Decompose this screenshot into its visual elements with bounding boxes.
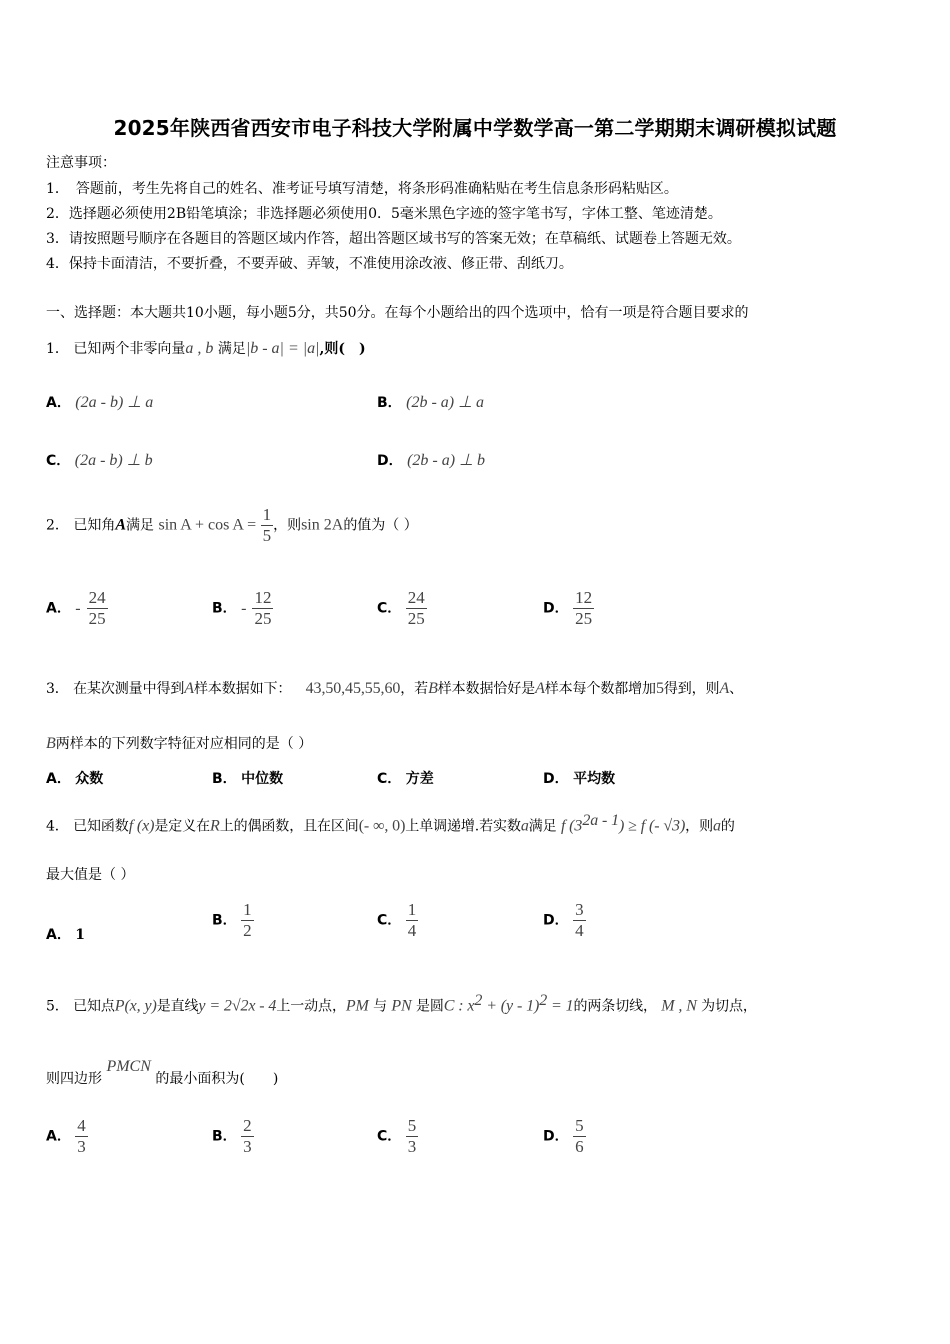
q3-option-d-text: 平均数 — [573, 771, 616, 787]
q1-vars: a , b — [185, 340, 214, 357]
q4-option-d-num: 3 — [575, 900, 584, 919]
q5-text-4: 与 — [373, 998, 388, 1015]
q5-option-d[interactable] — [543, 1116, 586, 1157]
q4-option-b-den: 2 — [243, 921, 252, 940]
q4-interval: (- ∞, 0) — [358, 817, 406, 835]
q5-option-a-label: A． — [46, 1128, 71, 1145]
q4-option-c[interactable] — [377, 900, 418, 941]
question-4-line-2: 最大值是（ ） — [46, 867, 135, 883]
q1-option-b[interactable] — [377, 392, 484, 412]
q3-b1: B — [428, 680, 438, 697]
q2-option-a-den: 25 — [88, 609, 106, 628]
q2-text-2: 满足 — [126, 517, 155, 534]
q5-option-c-frac — [406, 1116, 419, 1157]
q5-option-b-label: B． — [212, 1128, 237, 1145]
page-title: 2025年陕西省西安市电子科技大学附属中学数学高一第二学期期末调研模拟试题 — [113, 116, 837, 140]
q1-option-a-label: A． — [46, 395, 71, 411]
q4-option-b-frac — [241, 900, 254, 941]
q3-text-4: 样本数据恰好是 — [437, 681, 536, 697]
q5-quad: PMCN — [106, 1058, 151, 1075]
q5-option-c-num: 5 — [407, 1116, 417, 1135]
q3-option-a-label: A． — [46, 771, 71, 787]
q5-option-a-den: 3 — [77, 1137, 86, 1156]
q1-option-d-expr: (2b - a) ⊥ b — [407, 452, 485, 469]
q1-option-c-label: C． — [46, 453, 71, 469]
notice-heading: 注意事项： — [46, 155, 116, 171]
q5-option-d-frac — [573, 1116, 586, 1157]
q5-option-c-label: C． — [377, 1128, 402, 1145]
q5-number: 5． — [46, 998, 69, 1015]
q5-option-c[interactable] — [377, 1116, 418, 1157]
q2-option-a-sign: - — [75, 599, 81, 617]
q2-option-b-num: 12 — [254, 588, 272, 607]
q4-a: a — [520, 817, 529, 835]
q1-number: 1． — [46, 341, 69, 357]
q4-text-5: 满足 — [528, 818, 557, 835]
q1-option-b-label: B． — [377, 395, 402, 411]
q2-frac-num: 1 — [262, 505, 272, 524]
q4-text-2: 是定义在 — [154, 818, 211, 835]
q4-option-d[interactable] — [543, 900, 586, 941]
q5-text-3: 上一动点， — [276, 998, 346, 1015]
q5-option-b-den: 3 — [243, 1137, 252, 1156]
q4-text-3: 上的偶函数，且在区间 — [219, 818, 359, 835]
q1-option-d[interactable] — [377, 450, 485, 470]
q2-option-d-num: 12 — [575, 588, 593, 607]
q2-option-a[interactable] — [46, 588, 108, 629]
q4-option-d-label: D． — [543, 912, 569, 929]
q1-condition: |b - a| = |a| — [245, 340, 320, 357]
q5-circle-sup1: 2 — [474, 992, 483, 1009]
q3-a3: A — [719, 680, 730, 697]
q4-option-c-num: 1 — [407, 900, 417, 919]
q4-option-a-label: A． — [46, 927, 71, 943]
q5-option-b-num: 2 — [243, 1116, 252, 1135]
q4-option-c-frac — [406, 900, 419, 941]
q3-option-d-label: D． — [543, 771, 569, 787]
q3-option-a-text: 众数 — [75, 771, 104, 787]
q2-option-c[interactable] — [377, 588, 427, 629]
notice-item-1: 1． 答题前，考生先将自己的姓名、准考证号填写清楚，将条形码准确粘贴在考生信息条形码粘贴区。 — [46, 181, 678, 197]
q3-text-7: 、 — [729, 681, 744, 697]
q3-option-b-text: 中位数 — [241, 771, 284, 787]
q5-option-d-num: 5 — [575, 1116, 584, 1135]
q3-five: 5 — [655, 680, 664, 697]
q3-text-2: 样本数据如下： — [193, 681, 292, 697]
q5-text-2: 是直线 — [156, 998, 199, 1015]
question-3-line-2 — [46, 733, 312, 753]
q1-option-b-expr: (2b - a) ⊥ a — [406, 394, 485, 411]
q5-PM: PM — [345, 997, 369, 1015]
question-4 — [46, 812, 735, 836]
q1-text-1: 已知两个非零向量 — [73, 341, 186, 357]
q2-text-4: 的值为（ ） — [343, 517, 418, 534]
q3-a1: A — [184, 680, 194, 697]
q5-option-d-den: 6 — [575, 1137, 584, 1156]
q4-option-d-den: 4 — [575, 921, 584, 940]
q3-option-c-text: 方差 — [405, 771, 434, 787]
q3-b2: B — [46, 735, 56, 752]
q5-circle-post: = 1 — [547, 997, 574, 1015]
q4-f: f (x) — [128, 817, 155, 835]
q5-option-b[interactable] — [212, 1116, 254, 1157]
q2-option-c-frac — [406, 588, 427, 629]
q1-option-c-expr: (2a - b) ⊥ b — [74, 452, 153, 469]
q1-option-c[interactable] — [46, 450, 153, 470]
q4-option-b-label: B． — [212, 912, 237, 929]
q5-circle-mid: + (y - 1) — [482, 997, 540, 1015]
notice-item-4: 4．保持卡面清洁，不要折叠，不要弄破、弄皱，不准使用涂改液、修正带、刮纸刀。 — [46, 256, 573, 272]
q2-option-a-frac — [87, 588, 108, 629]
q2-option-b-sign: - — [241, 599, 247, 617]
q2-option-d-frac — [573, 588, 594, 629]
q2-option-b[interactable] — [212, 588, 273, 629]
section-heading: 一、选择题：本大题共10小题，每小题5分，共50分。在每个小题给出的四个选项中，恰有一项是符合题目要求的 — [46, 305, 749, 321]
q4-text-4: 上单调递增.若实数 — [405, 818, 521, 835]
q2-var: A — [115, 516, 127, 534]
question-5-line-2 — [46, 1058, 279, 1088]
q5-option-c-den: 3 — [407, 1137, 417, 1156]
q2-option-c-den: 25 — [407, 609, 425, 628]
q2-fraction — [261, 505, 274, 546]
q2-option-b-den: 25 — [254, 609, 272, 628]
q4-ineq-exp: 2a - 1 — [582, 812, 620, 829]
q3-option-b[interactable] — [212, 768, 283, 788]
q4-number: 4． — [46, 818, 69, 835]
q1-option-a[interactable] — [46, 392, 153, 412]
q3-text-5: 样本每个数都增加 — [544, 681, 656, 697]
q5-text-6: 的两条切线， — [573, 998, 657, 1015]
q2-lhs: sin A + cos A = — [158, 516, 257, 534]
q3-number: 3． — [46, 681, 69, 697]
q5-text-5: 是圆 — [415, 998, 444, 1015]
q1-text-2: 满足 — [217, 341, 246, 357]
q2-option-d[interactable] — [543, 588, 594, 629]
notice-item-3: 3．请按照题号顺序在各题目的答题区域内作答，超出答题区域书写的答案无效；在草稿纸、试题卷上答题无效。 — [46, 231, 741, 247]
q3-option-b-label: B． — [212, 771, 237, 787]
q4-text-7: 的 — [720, 818, 735, 835]
question-2 — [46, 505, 418, 546]
q5-MN: M , N — [661, 997, 697, 1015]
q2-number: 2． — [46, 517, 69, 534]
q4-option-c-label: C． — [377, 912, 402, 929]
q3-text-6: 得到，则 — [663, 681, 720, 697]
q5-option-a-num: 4 — [77, 1116, 86, 1135]
q5-text-1: 已知点 — [73, 998, 115, 1015]
q3-option-d[interactable] — [543, 768, 615, 788]
q2-option-d-label: D． — [543, 600, 569, 617]
q4-option-a[interactable] — [46, 924, 85, 944]
q5-option-d-label: D． — [543, 1128, 569, 1145]
q4-text-1: 已知函数 — [73, 818, 129, 835]
q2-option-a-label: A． — [46, 600, 71, 617]
q5-text-7: 为切点， — [701, 998, 757, 1015]
q2-text-1: 已知角 — [73, 517, 116, 534]
q4-option-b[interactable] — [212, 900, 254, 941]
q3-data: 43,50,45,55,60 — [305, 680, 401, 697]
q2-option-a-num: 24 — [88, 588, 106, 607]
q5-text-8: 则四边形 — [46, 1071, 102, 1087]
q2-option-c-num: 24 — [407, 588, 425, 607]
q1-option-d-label: D． — [377, 453, 403, 469]
q1-text-3: ,则( ) — [319, 341, 366, 357]
q5-circle-pre: C : x — [443, 997, 475, 1015]
q2-option-d-den: 25 — [575, 609, 593, 628]
q2-option-c-label: C． — [377, 600, 402, 617]
question-1 — [46, 338, 366, 358]
question-3 — [46, 678, 743, 698]
q5-circle-sup2: 2 — [539, 992, 548, 1009]
q3-option-a[interactable] — [46, 768, 103, 788]
q3-a2: A — [535, 680, 545, 697]
q4-option-a-value: 1 — [75, 927, 86, 943]
q5-line: y = 2√2x - 4 — [198, 997, 277, 1015]
q2-expr: sin 2A — [301, 516, 344, 534]
question-5 — [46, 992, 757, 1016]
q2-frac-den: 5 — [262, 526, 272, 545]
q4-option-c-den: 4 — [407, 921, 417, 940]
q4-a2: a — [712, 817, 721, 835]
q4-option-b-num: 1 — [243, 900, 252, 919]
q4-text-6: ，则 — [685, 818, 713, 835]
q1-option-a-expr: (2a - b) ⊥ a — [75, 394, 154, 411]
q4-R: R — [210, 817, 220, 835]
q4-ineq-pre: f (3 — [560, 817, 583, 835]
q3-text-1: 在某次测量中得到 — [73, 681, 185, 697]
q2-text-3: ，则 — [273, 517, 302, 534]
q5-option-b-frac — [241, 1116, 254, 1157]
q4-option-d-frac — [573, 900, 586, 941]
q4-ineq-post: ) ≥ f (- √3) — [619, 817, 686, 835]
q3-option-c-label: C． — [377, 771, 402, 787]
q5-text-9: 的最小面积为( ) — [155, 1071, 279, 1087]
q5-P: P(x, y) — [114, 997, 157, 1015]
q5-PN: PN — [391, 997, 412, 1015]
q3-text-8: 两样本的下列数字特征对应相同的是（ ） — [55, 736, 313, 752]
q2-option-b-frac — [252, 588, 273, 629]
notice-item-2: 2．选择题必须使用2B铅笔填涂；非选择题必须使用0．5毫米黑色字迹的签字笔书写，字体工整、笔迹清楚。 — [46, 206, 722, 222]
q3-option-c[interactable] — [377, 768, 434, 788]
q3-text-3: ，若 — [400, 681, 429, 697]
q2-option-b-label: B． — [212, 600, 237, 617]
q5-option-a-frac — [75, 1116, 88, 1157]
q5-option-a[interactable] — [46, 1116, 88, 1157]
